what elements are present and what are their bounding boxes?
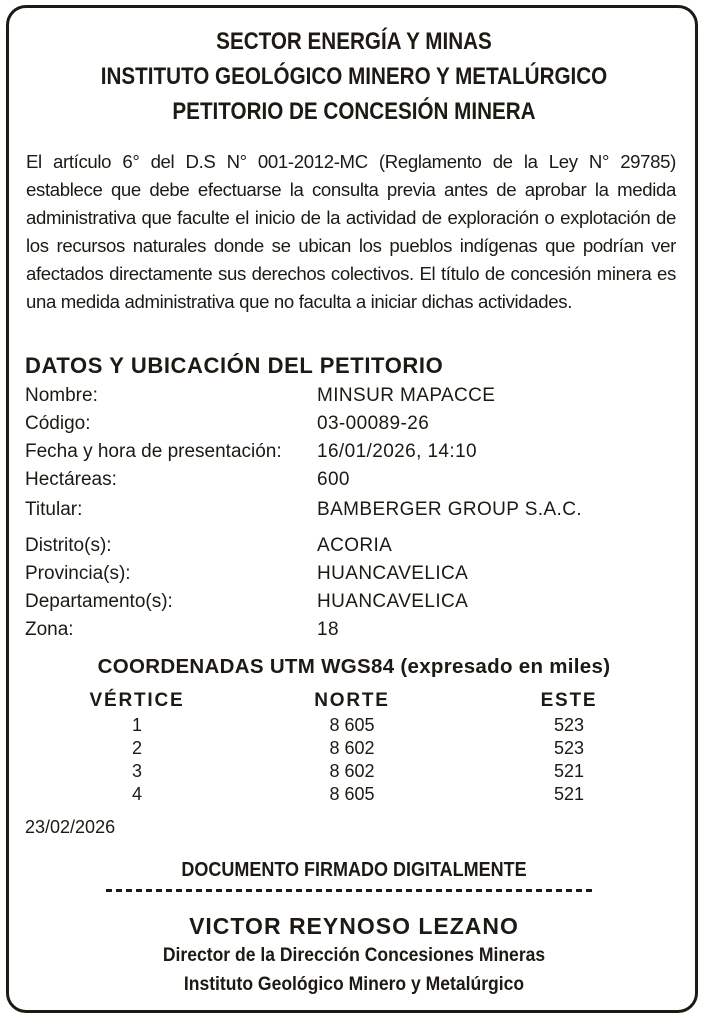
column-header-norte: NORTE: [314, 690, 390, 711]
table-cell-este: 521: [553, 784, 585, 804]
field-label: Titular:: [25, 499, 83, 520]
digitally-signed-label: DOCUMENTO FIRMADO DIGITALMENTE: [181, 859, 527, 881]
signer-name: VICTOR REYNOSO LEZANO: [189, 913, 519, 939]
table-cell-vertice: 3: [131, 761, 142, 781]
table-cell-norte: 8 602: [329, 738, 375, 758]
field-value: HUANCAVELICA: [317, 591, 469, 612]
table-cell-este: 523: [553, 715, 585, 735]
section-title: DATOS Y UBICACIÓN DEL PETITORIO: [25, 353, 444, 378]
field-label: Código:: [25, 413, 91, 434]
header-institute: INSTITUTO GEOLÓGICO MINERO Y METALÚRGICO: [100, 63, 608, 90]
table-cell-vertice: 1: [131, 715, 142, 735]
signer-role: Director de la Dirección Concesiones Mineras: [162, 944, 546, 966]
table-cell-norte: 8 605: [329, 715, 375, 735]
field-label: Fecha y hora de presentación:: [25, 441, 282, 462]
field-label: Zona:: [25, 619, 74, 640]
field-value: 600: [317, 469, 350, 490]
signature-divider: [106, 889, 596, 892]
field-value: HUANCAVELICA: [317, 563, 469, 584]
field-value: 16/01/2026, 14:10: [317, 441, 477, 462]
intro-paragraph: El artículo 6° del D.S N° 001-2012-MC (Reglamento de la Ley N° 29785) establece que debe efectuarse la consulta previa antes de aprobar la medida administrativa que faculte el inicio de la actividad de exploración o explotación de los recursos naturales donde se ubican los pueblos indígenas que podrían ver afectados directamente sus derechos colectivos. El título de concesión minera es una medida administrativa que no faculta a iniciar dichas actividades.: [26, 151, 676, 312]
coordinates-title: COORDENADAS UTM WGS84 (expresado en miles): [97, 655, 611, 678]
field-label: Hectáreas:: [25, 469, 117, 490]
field-value: 03-00089-26: [317, 413, 430, 434]
column-header-este: ESTE: [540, 690, 598, 711]
table-cell-este: 521: [553, 761, 585, 781]
field-label: Departamento(s):: [25, 591, 173, 612]
field-value: BAMBERGER GROUP S.A.C.: [317, 499, 583, 520]
field-value: ACORIA: [317, 535, 393, 556]
table-cell-norte: 8 605: [329, 784, 375, 804]
table-cell-este: 523: [553, 738, 585, 758]
field-value: MINSUR MAPACCE: [317, 385, 496, 406]
publication-date: 23/02/2026: [25, 817, 116, 837]
field-label: Provincia(s):: [25, 563, 131, 584]
header: [0, 24, 708, 129]
field-value: 18: [317, 619, 339, 640]
field-label: Nombre:: [25, 385, 98, 406]
column-header-vertice: VÉRTICE: [89, 690, 185, 711]
header-sector: SECTOR ENERGÍA Y MINAS: [216, 28, 492, 55]
table-cell-vertice: 2: [131, 738, 142, 758]
field-label: Distrito(s):: [25, 535, 112, 556]
table-cell-vertice: 4: [131, 784, 142, 804]
signer-institution: Instituto Geológico Minero y Metalúrgico: [183, 973, 525, 995]
table-cell-norte: 8 602: [329, 761, 375, 781]
header-document-type: PETITORIO DE CONCESIÓN MINERA: [172, 98, 536, 125]
